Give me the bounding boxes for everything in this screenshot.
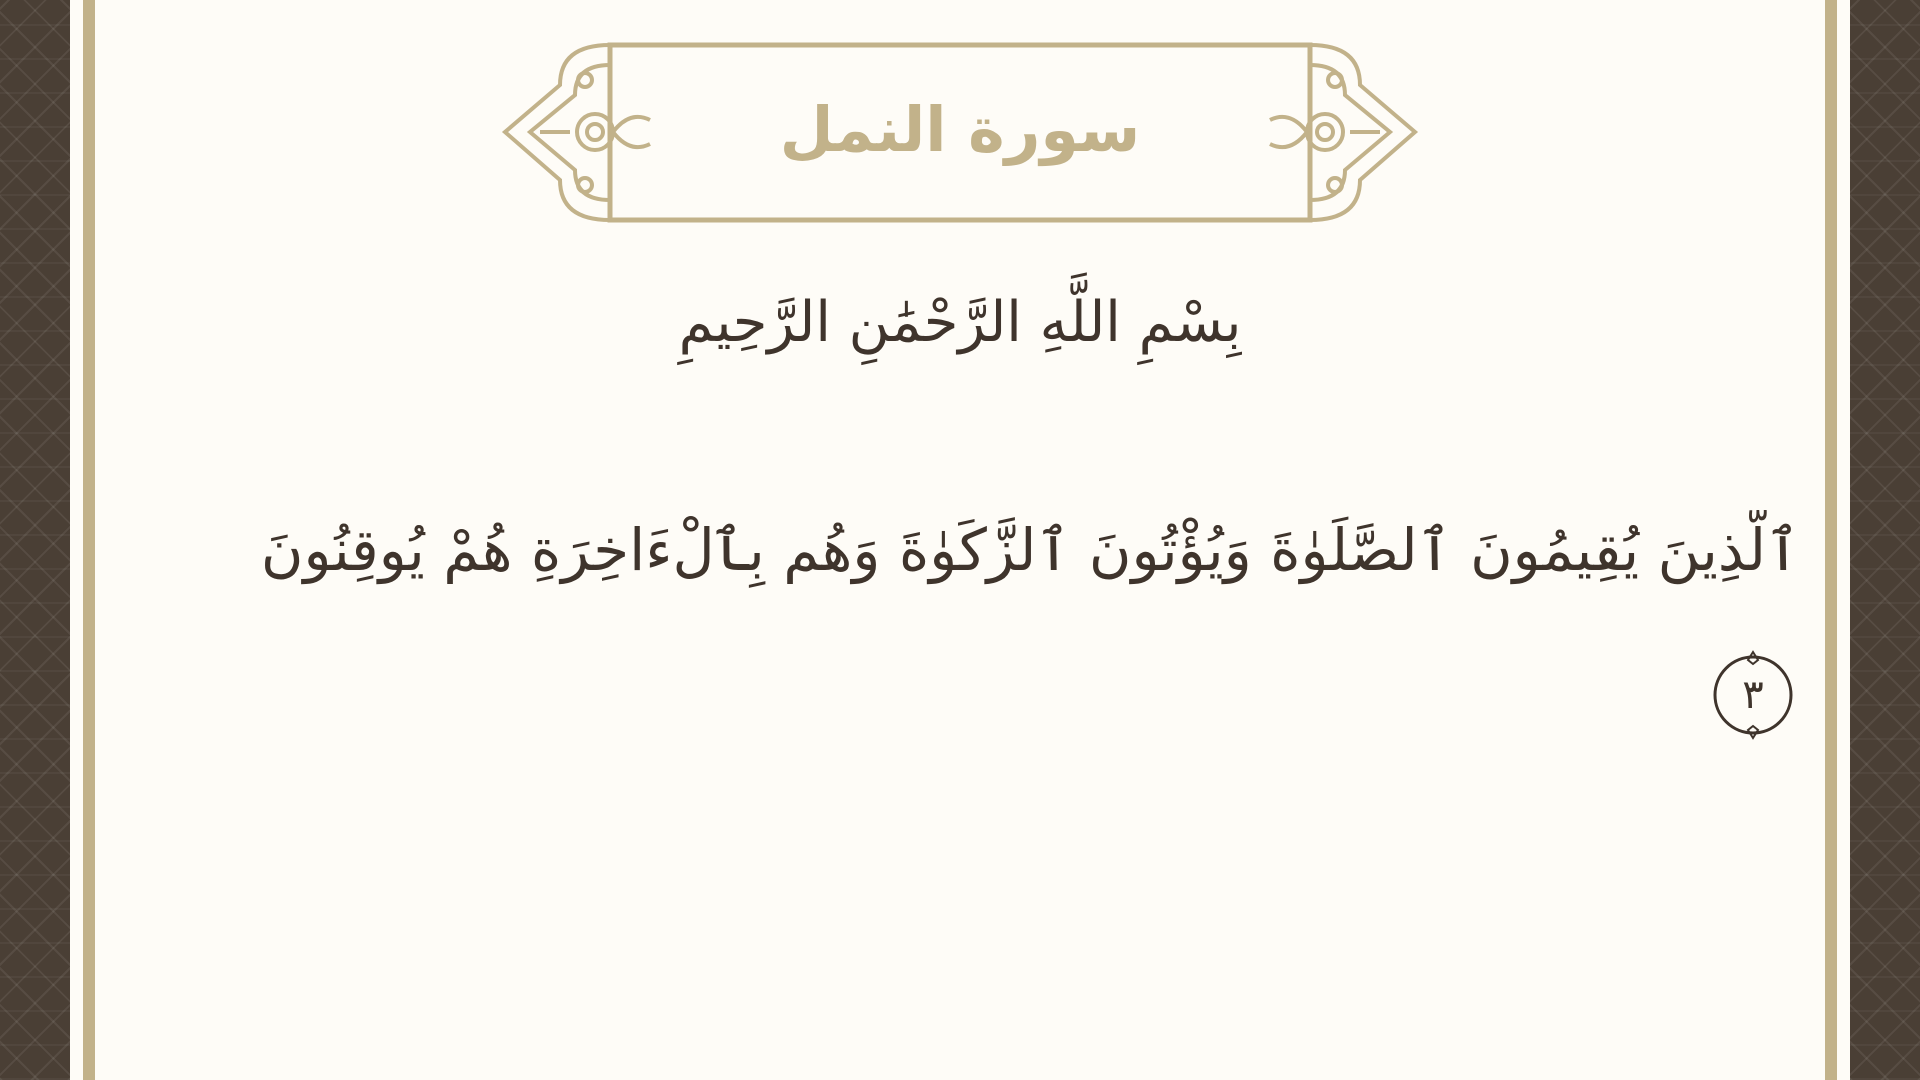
- verse-text: ٱلَّذِينَ يُقِيمُونَ ٱلصَّلَوٰةَ وَيُؤْتُونَ ٱلزَّكَوٰةَ وَهُم بِٱلْءَاخِرَةِ هُمْ يُوقِنُونَ: [260, 516, 1800, 584]
- basmala: بِسْمِ اللَّهِ الرَّحْمَٰنِ الرَّحِيمِ: [678, 290, 1242, 355]
- surah-title: سورة النمل: [779, 93, 1141, 166]
- left-ornamental-border: [0, 0, 70, 1080]
- left-gold-rule: [83, 0, 95, 1080]
- ayah-number-marker: [1708, 650, 1798, 740]
- ayah-number: ٣: [1742, 672, 1764, 718]
- right-ornamental-border: [1850, 0, 1920, 1080]
- right-gold-rule: [1825, 0, 1837, 1080]
- surah-title-plaque: [500, 40, 1420, 230]
